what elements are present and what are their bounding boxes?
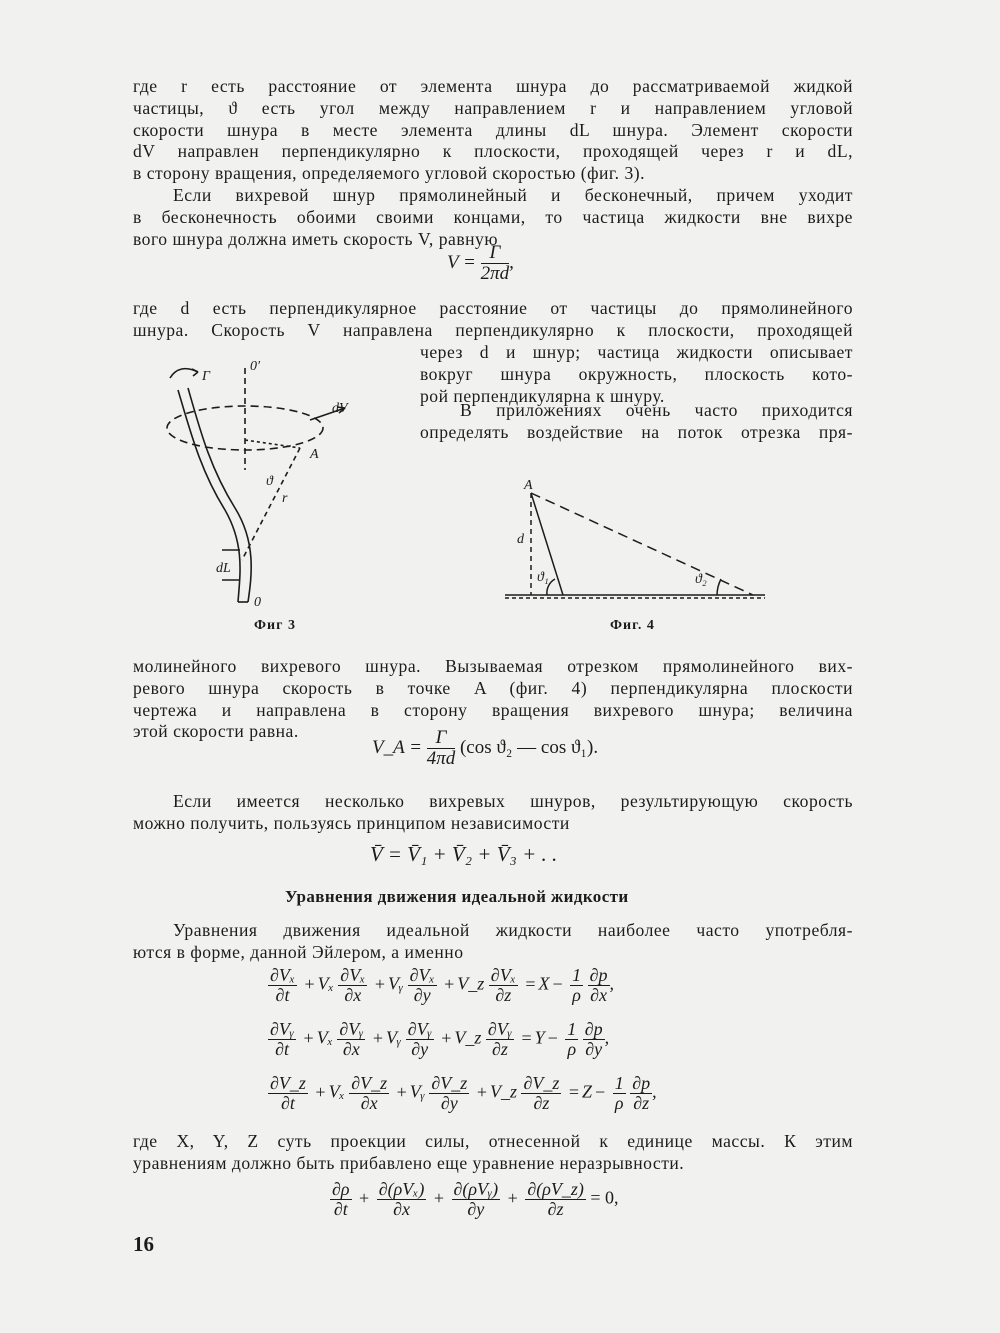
text-line: где d есть перпендикулярное расстояние от частицы до прямолинейного: [133, 298, 853, 318]
fraction: [427, 728, 456, 769]
text-line: где X, Y, Z суть проекции силы, отнесенной к единице массы. К этим: [133, 1131, 853, 1151]
paragraph-6: [133, 791, 853, 835]
euler-equation-x: $\frac{\text{∂Vₓ}}{\partial t}$ + Vₓ $\frac{\text{∂Vₓ}}{\partial x}$ + Vᵧ $\frac{\text{∂Vₓ}}{\partial y}$ + V_z $\frac{\text{∂Vₓ}}{\partial z}$ = X − $\frac{1}{\rho}$ $\frac{\partial p}{\partial x}$ ,: [270, 965, 615, 1005]
frac-den: ∂x: [360, 1093, 378, 1113]
term: Y: [534, 1027, 545, 1048]
frac-num: ∂(ρVₓ): [378, 1179, 425, 1199]
fraction: [521, 1074, 561, 1113]
eq-tail: = 0,: [590, 1187, 619, 1208]
fraction: [583, 1020, 605, 1059]
label-dv: dV: [332, 401, 348, 416]
term: X: [538, 973, 550, 994]
term: V_z: [454, 1027, 482, 1048]
frac-num: ∂p: [584, 1019, 603, 1039]
paragraph-2: [133, 185, 853, 250]
paragraph-8: [133, 1131, 853, 1175]
text-line: скорости шнура в месте элемента длины dL шнура. Элемент скорости: [133, 119, 853, 140]
frac-num: ∂Vₓ: [409, 965, 435, 985]
frac-num: 1: [567, 1019, 577, 1039]
fraction: [630, 1074, 652, 1113]
fraction: [330, 1180, 352, 1219]
frac-den: ∂z: [547, 1199, 564, 1219]
fraction: [377, 1180, 427, 1219]
text-line: этой скорости равна.: [133, 721, 299, 742]
paragraph-3: [133, 298, 853, 342]
frac-den: ∂y: [467, 1199, 485, 1219]
line-to-far-end: [531, 493, 753, 595]
fraction: [481, 243, 510, 284]
frac-den: ∂z: [495, 985, 512, 1005]
text-line: вого шнура должна иметь скорость V, равную: [133, 228, 498, 249]
fig4-label-d: d: [517, 532, 524, 547]
label-o: 0: [254, 595, 261, 610]
fraction: [565, 1020, 578, 1059]
fraction-denominator: 4πd: [426, 748, 456, 769]
section-heading: Уравнения движения идеальной жидкости: [285, 887, 629, 906]
figure-3-vortex-diagram: [160, 350, 380, 620]
text-line: молинейного вихревого шнура. Вызываемая отрезком прямолинейного вих-: [133, 656, 853, 676]
text-line: Уравнения движения идеальной жидкости наиболее часто употребля-: [173, 920, 853, 940]
text-line: в сторону вращения, определяемого угловой скоростью (фиг. 3).: [133, 163, 645, 184]
frac-num: ∂V_z: [270, 1073, 306, 1093]
page-number: 16: [133, 1232, 154, 1256]
term: V_z: [489, 1081, 517, 1102]
fraction: [268, 1020, 296, 1059]
term: Vᵧ: [387, 973, 404, 994]
figure-4-segment-diagram: [495, 475, 780, 610]
frac-num: ∂(ρVᵧ): [453, 1179, 499, 1199]
fig4-label-theta2: ϑ₂: [695, 572, 707, 587]
frac-den: ∂x: [344, 985, 362, 1005]
frac-num: ∂Vₓ: [490, 965, 516, 985]
text-line: ревого шнура скорость в точке A (фиг. 4) перпендикулярна плоскости: [133, 677, 853, 698]
frac-num: ∂p: [589, 965, 608, 985]
paragraph-4: [420, 400, 853, 444]
frac-num: 1: [614, 1073, 624, 1093]
fraction: [349, 1074, 389, 1113]
fraction: [525, 1180, 586, 1219]
frac-den: ∂t: [275, 1039, 289, 1059]
frac-den: ρ: [572, 985, 581, 1005]
text-line: Если имеется несколько вихревых шнуров, результирующую скорость: [173, 791, 853, 811]
fraction: [613, 1074, 626, 1113]
frac-den: ∂t: [281, 1093, 295, 1113]
r-line-1: [242, 448, 300, 560]
figure-3-caption: Фиг 3: [254, 618, 296, 633]
frac-num: ∂ρ: [332, 1179, 350, 1199]
fraction: [588, 966, 610, 1005]
frac-den: ∂t: [275, 985, 290, 1005]
fraction: [406, 1020, 434, 1059]
fraction: [338, 966, 367, 1005]
fraction: [570, 966, 583, 1005]
text-line: dV направлен перпендикулярно к плоскости, проходящей через r и dL,: [133, 141, 853, 162]
text-line: шнура. Скорость V направлена перпендикулярно к плоскости, проходящей: [133, 319, 853, 340]
frac-den: ∂y: [585, 1039, 603, 1059]
term: Vₓ: [317, 973, 334, 994]
frac-num: ∂Vₓ: [270, 965, 296, 985]
paragraph-1: [133, 76, 853, 185]
fraction-denominator: 2πd: [480, 263, 510, 284]
frac-den: ∂z: [533, 1093, 550, 1113]
fraction: [408, 966, 437, 1005]
paragraph-3-wrap: [420, 342, 853, 407]
frac-num: ∂V_z: [431, 1073, 468, 1093]
frac-num: ∂Vᵧ: [487, 1019, 512, 1039]
frac-den: ∂x: [342, 1039, 360, 1059]
euler-equation-z: $\frac{\partial V\_z}{\partial t}$ + Vₓ $\frac{\partial V\_z}{\partial x}$ + Vᵧ $\frac{\partial V\_z}{\partial y}$ + V_z $\frac{\partial V\_z}{\partial z}$ = Z − $\frac{1}{\rho}$ $\frac{\partial p}{\partial z}$ ,: [270, 1073, 657, 1113]
frac-num: ∂V_z: [523, 1073, 560, 1093]
eq-tail: ,: [509, 251, 514, 273]
text-line: можно получить, пользуясь принципом независимости: [133, 812, 570, 833]
frac-den: ∂x: [590, 985, 608, 1005]
term: Vₓ: [328, 1081, 345, 1102]
fig4-label-theta1: ϑ₁: [537, 570, 549, 585]
text-line: частицы, ϑ есть угол между направлением r и направлением угловой: [133, 97, 853, 118]
frac-den: ∂y: [413, 985, 431, 1005]
text-line: вокруг шнура окружность, плоскость кото-: [420, 363, 853, 384]
fraction-numerator: Γ: [427, 728, 456, 749]
label-o-prime: 0′: [250, 359, 261, 374]
fraction: [489, 966, 518, 1005]
frac-num: ∂(ρV_z): [527, 1179, 584, 1199]
frac-den: ∂z: [491, 1039, 508, 1059]
frac-num: ∂Vᵧ: [407, 1019, 432, 1039]
frac-num: ∂Vᵧ: [270, 1019, 295, 1039]
text-line: уравнениям должно быть прибавлено еще уравнение неразрывности.: [133, 1152, 685, 1173]
label-dl: dL: [216, 561, 231, 576]
fig4-label-a: A: [524, 478, 533, 493]
r-line-2: [245, 440, 300, 448]
fraction: [268, 966, 297, 1005]
eq-lhs: V =: [447, 251, 476, 273]
text-line: рой перпендикулярна к шнуру.: [420, 385, 665, 406]
text-line: через d и шнур; частица жидкости описывает: [420, 342, 853, 362]
frac-num: ∂p: [632, 1073, 651, 1093]
frac-num: ∂Vᵧ: [339, 1019, 364, 1039]
eq-tail: (cos ϑ₂ — cos ϑ₁).: [459, 736, 599, 758]
label-gamma: Γ: [202, 369, 210, 384]
term: Vᵧ: [386, 1027, 402, 1048]
term: V_z: [457, 973, 485, 994]
equation-segment-velocity: [372, 728, 598, 769]
frac-den: ∂x: [393, 1199, 410, 1219]
euler-equation-y: $\frac{\text{∂Vᵧ}}{\partial t}$ + Vₓ $\frac{\text{∂Vᵧ}}{\partial x}$ + Vᵧ $\frac{\text{∂Vᵧ}}{\partial y}$ + V_z $\frac{\text{∂Vᵧ}}{\partial z}$ = Y − $\frac{1}{\rho}$ $\frac{\partial p}{\partial y}$ ,: [270, 1019, 610, 1059]
frac-num: ∂V_z: [351, 1073, 388, 1093]
text-line: в бесконечность обоими своими концами, то частица жидкости вне вихре: [133, 206, 853, 227]
frac-num: 1: [572, 965, 582, 985]
fraction: [429, 1074, 469, 1113]
fraction: [337, 1020, 365, 1059]
fraction: [452, 1180, 501, 1219]
frac-den: ∂t: [333, 1199, 348, 1219]
label-theta: ϑ: [266, 474, 273, 489]
equation-vortex-velocity: [447, 243, 514, 284]
angle-arc-2: [717, 579, 721, 595]
eq-lhs: V_A =: [372, 736, 422, 758]
text-line: определять воздействие на поток отрезка пря-: [420, 421, 853, 442]
term: Z: [582, 1081, 593, 1102]
text-line: чертежа и направлена в сторону вращения вихревого шнура; величина: [133, 699, 853, 720]
text-line: Если вихревой шнур прямолинейный и бесконечный, причем уходит: [173, 185, 853, 205]
label-r: r: [282, 491, 288, 506]
paragraph-7: [133, 920, 853, 964]
equation-superposition: V̄ = V̄₁ + V̄₂ + V̄₃ + . .: [370, 842, 558, 866]
fraction: [268, 1074, 308, 1113]
text-line: В приложениях очень часто приходится: [460, 400, 853, 420]
text-line: где r есть расстояние от элемента шнура до рассматриваемой жидкой: [133, 76, 853, 96]
continuity-equation: $\frac{\partial\rho}{\partial t}$ + $\frac{\text{∂(ρVₓ)}}{\partial x}$ + $\frac{\text{∂(ρVᵧ)}}{\partial y}$ + $\frac{\partial(\rho V\_z)}{\partial z}$ = 0,: [332, 1179, 619, 1219]
frac-den: ∂y: [440, 1093, 458, 1113]
frac-num: ∂Vₓ: [340, 965, 366, 985]
frac-den: ∂y: [411, 1039, 429, 1059]
label-a: A: [310, 447, 319, 462]
frac-den: ρ: [614, 1093, 624, 1113]
figure-4-caption: Фиг. 4: [610, 618, 655, 633]
frac-den: ∂z: [633, 1093, 650, 1113]
text-line: ются в форме, данной Эйлером, а именно: [133, 941, 464, 962]
fraction-numerator: Γ: [481, 243, 510, 264]
fraction: [486, 1020, 514, 1059]
frac-den: ρ: [567, 1039, 577, 1059]
term: Vₓ: [316, 1027, 333, 1048]
term: Vᵧ: [409, 1081, 425, 1102]
